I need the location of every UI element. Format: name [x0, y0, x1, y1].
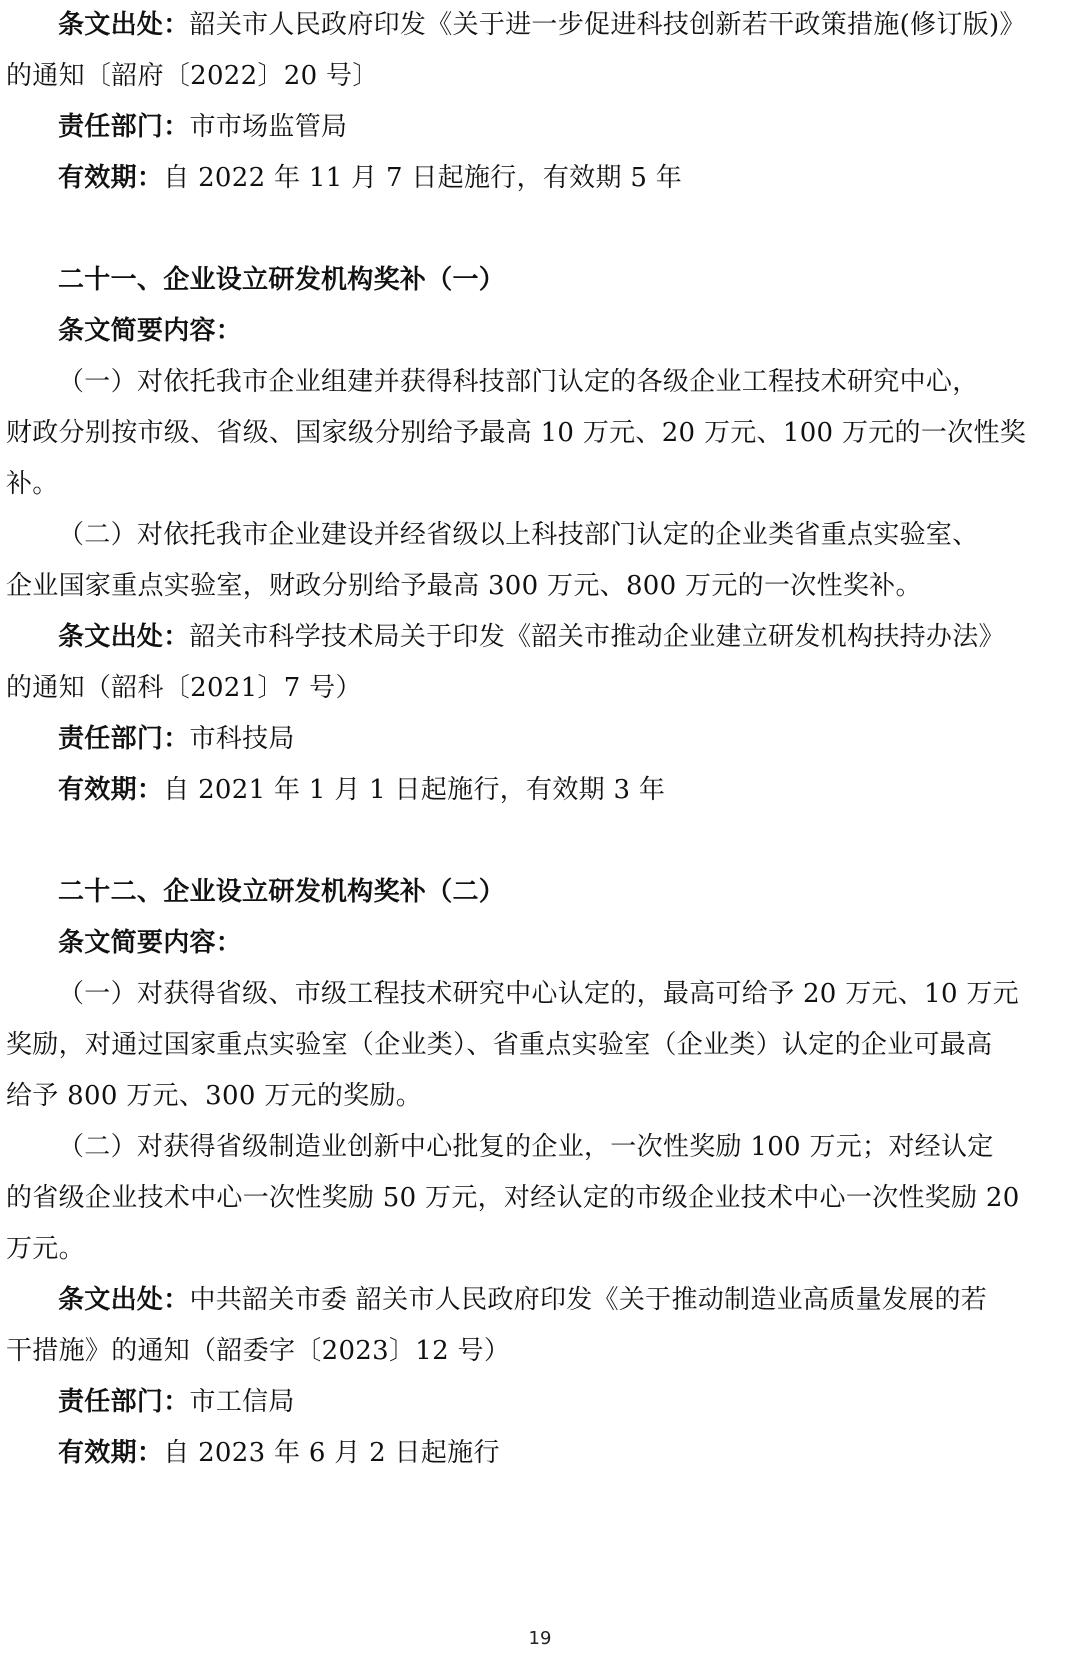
top-validity-line — [6, 153, 1056, 204]
section21-source-line2: 的通知（韶科〔2021〕7 号） — [6, 673, 362, 703]
section22-dept-text: 市工信局 — [189, 1387, 295, 1417]
section22-p1-line1: （一）对获得省级、市级工程技术研究中心认定的，最高可给予 20 万元、10 万元 — [58, 979, 1019, 1009]
section21-validity-text: 自 2021 年 1 月 1 日起施行，有效期 3 年 — [163, 775, 666, 805]
section21-p1-line1: （一）对依托我市企业组建并获得科技部门认定的各级企业工程技术研究中心， — [58, 367, 979, 397]
section22-source-line2: 干措施》的通知（韶委字〔2023〕12 号） — [6, 1336, 511, 1366]
section21-summary-label: 条文简要内容： — [58, 316, 243, 346]
section22-source-line1 — [6, 1275, 1056, 1326]
top-source-line1 — [6, 0, 1056, 51]
section22-p2-line3: 万元。 — [6, 1234, 85, 1264]
section21-validity-line — [6, 765, 1056, 816]
dept-label: 责任部门： — [58, 724, 190, 754]
top-validity-text: 自 2022 年 11 月 7 日起施行，有效期 5 年 — [163, 163, 683, 193]
page-number: 19 — [528, 1628, 552, 1649]
top-dept-text: 市市场监管局 — [189, 112, 348, 142]
section21-p1-line2: 财政分别按市级、省级、国家级分别给予最高 10 万元、20 万元、100 万元的一次性奖 — [6, 418, 1027, 448]
section21-dept-text: 市科技局 — [189, 724, 295, 754]
section22-validity-line — [6, 1428, 1056, 1479]
top-source-line2: 的通知〔韶府〔2022〕20 号〕 — [6, 61, 379, 91]
source-label: 条文出处： — [58, 1285, 190, 1315]
source-label: 条文出处： — [58, 10, 190, 40]
top-dept-line — [6, 102, 1056, 153]
validity-label: 有效期： — [58, 775, 164, 805]
section21-title: 二十一、企业设立研发机构奖补（一） — [58, 265, 506, 295]
spacer — [6, 204, 1056, 255]
section22-p1-line2: 奖励，对通过国家重点实验室（企业类）、省重点实验室（企业类）认定的企业可最高 — [6, 1030, 993, 1060]
section22-dept-line — [6, 1377, 1056, 1428]
section22-source-text: 中共韶关市委 韶关市人民政府印发《关于推动制造业高质量发展的若 — [189, 1285, 988, 1315]
section22-p2-line2: 的省级企业技术中心一次性奖励 50 万元，对经认定的市级企业技术中心一次性奖励 20 — [6, 1183, 1020, 1213]
validity-label: 有效期： — [58, 163, 164, 193]
section22-summary-label: 条文简要内容： — [58, 928, 243, 958]
spacer — [6, 816, 1056, 867]
dept-label: 责任部门： — [58, 1387, 190, 1417]
section21-p2-line1: （二）对依托我市企业建设并经省级以上科技部门认定的企业类省重点实验室、 — [58, 520, 979, 550]
section22-title: 二十二、企业设立研发机构奖补（二） — [58, 877, 506, 907]
section21-p2-line2: 企业国家重点实验室，财政分别给予最高 300 万元、800 万元的一次性奖补。 — [6, 571, 922, 601]
section21-dept-line — [6, 714, 1056, 765]
section21-p1-line3: 补。 — [6, 469, 59, 499]
section22-p1-line3: 给予 800 万元、300 万元的奖励。 — [6, 1081, 423, 1111]
section21-source-line1 — [6, 612, 1056, 663]
section22-p2-line1: （二）对获得省级制造业创新中心批复的企业，一次性奖励 100 万元；对经认定 — [58, 1132, 994, 1162]
top-source-text: 韶关市人民政府印发《关于进一步促进科技创新若干政策措施(修订版)》 — [189, 10, 1026, 40]
dept-label: 责任部门： — [58, 112, 190, 142]
section22-validity-text: 自 2023 年 6 月 2 日起施行 — [163, 1438, 500, 1468]
document-page — [6, 0, 1056, 1479]
section21-source-text: 韶关市科学技术局关于印发《韶关市推动企业建立研发机构扶持办法》 — [189, 622, 1005, 652]
source-label: 条文出处： — [58, 622, 190, 652]
validity-label: 有效期： — [58, 1438, 164, 1468]
